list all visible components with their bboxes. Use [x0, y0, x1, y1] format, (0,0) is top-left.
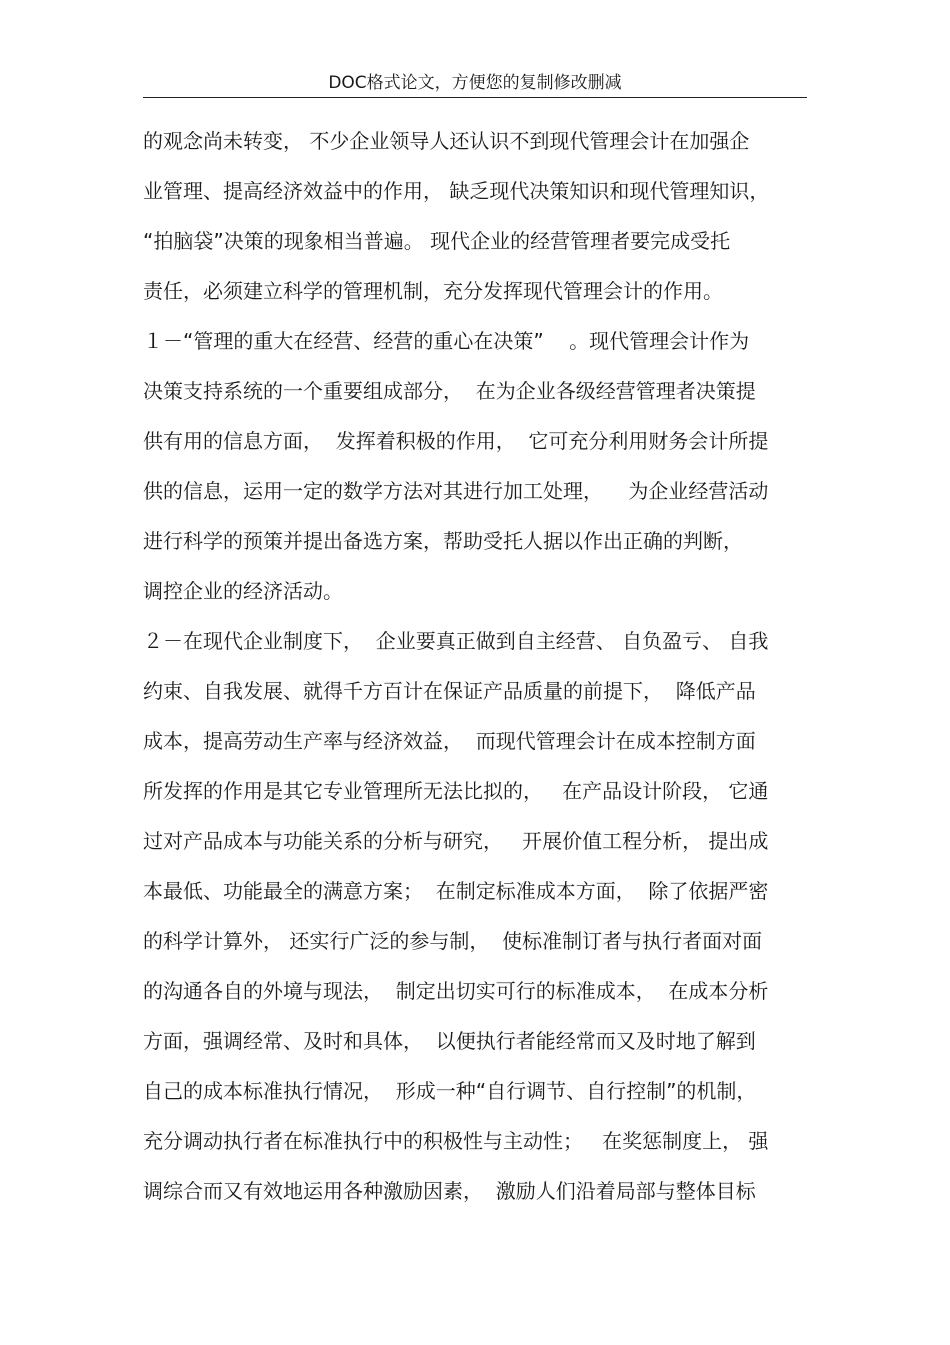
text-line: １－“管理的重大在经营、经营的重心在决策” 。现代管理会计作为: [143, 329, 750, 353]
text-line: ２－在现代企业制度下， 企业要真正做到自主经营、 自负盈亏、 自我: [143, 629, 769, 653]
text-line: 自己的成本标准执行情况， 形成一种“自行调节、自行控制”的机制，: [143, 1079, 757, 1103]
text-line: 充分调动执行者在标准执行中的积极性与主动性； 在奖惩制度上， 强: [143, 1129, 769, 1153]
body-text: [143, 123, 807, 1223]
text-line: 调控企业的经济活动。: [143, 579, 343, 603]
text-line: “拍脑袋”决策的现象相当普遍。 现代企业的经营管理者要完成受托: [143, 229, 731, 253]
header-divider: [143, 97, 807, 98]
text-line: 方面，强调经常、及时和具体， 以便执行者能经常而又及时地了解到: [143, 1029, 756, 1053]
text-line: 成本，提高劳动生产率与经济效益， 而现代管理会计在成本控制方面: [143, 729, 756, 753]
text-line: 的观念尚未转变， 不少企业领导人还认识不到现代管理会计在加强企: [143, 129, 750, 153]
text-line: 本最低、功能最全的满意方案； 在制定标准成本方面， 除了依据严密: [143, 879, 769, 903]
text-line: 的科学计算外， 还实行广泛的参与制， 使标准制订者与执行者面对面: [143, 929, 763, 953]
text-line: 调综合而又有效地运用各种激励因素， 激励人们沿着局部与整体目标: [143, 1179, 756, 1203]
text-line: 约束、自我发展、就得千方百计在保证产品质量的前提下， 降低产品: [143, 679, 756, 703]
page-header: DOC格式论文，方便您的复制修改删减: [328, 73, 622, 93]
text-line: 的沟通各自的外境与现法， 制定出切实可行的标准成本， 在成本分析: [143, 979, 769, 1003]
text-line: 供的信息，运用一定的数学方法对其进行加工处理， 为企业经营活动: [143, 479, 769, 503]
text-line: 所发挥的作用是其它专业管理所无法比拟的， 在产品设计阶段， 它通: [143, 779, 769, 803]
text-line: 过对产品成本与功能关系的分析与研究， 开展价值工程分析， 提出成: [143, 829, 769, 853]
text-line: 业管理、提高经济效益中的作用， 缺乏现代决策知识和现代管理知识，: [143, 179, 770, 203]
text-line: 供有用的信息方面， 发挥着积极的作用， 它可充分利用财务会计所提: [143, 429, 769, 453]
text-line: 进行科学的预策并提出备选方案，帮助受托人据以作出正确的判断，: [143, 529, 743, 553]
text-line: 决策支持系统的一个重要组成部分， 在为企业各级经营管理者决策提: [143, 379, 756, 403]
text-line: 责任，必须建立科学的管理机制，充分发挥现代管理会计的作用。: [143, 279, 723, 303]
